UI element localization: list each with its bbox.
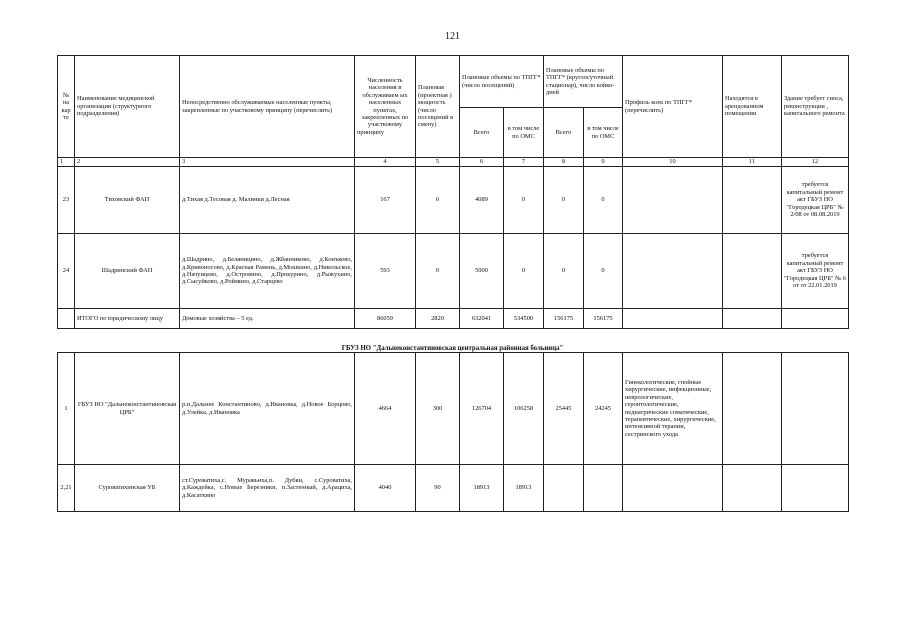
row-visits-total: 4089 [460, 167, 504, 234]
row-capacity: 2820 [416, 309, 460, 329]
column-number: 2 [75, 158, 180, 167]
row-points: ст.Суроватиха,с. Муравьиха,п. Дубки, с.Суроватиха, д.Каждейка, с.Новые Березники, п.Застенный, д.Арациха, д.Касаткино [180, 465, 355, 512]
row-visits-oms: 0 [504, 234, 544, 309]
row-capacity: 300 [416, 353, 460, 465]
column-number: 6 [460, 158, 504, 167]
row-org: Шадринский ФАП [75, 234, 180, 309]
row-org: ИТОГО по юридическому лицу [75, 309, 180, 329]
column-number: 10 [623, 158, 723, 167]
row-building: требуется капитальный ремонт акт ГБУЗ НО "Городецкая ЦРБ" № 6 от от 22.01.2019 [782, 234, 849, 309]
table-row [58, 167, 849, 234]
row-beds-total: 25445 [544, 353, 584, 465]
header-visits-total: Всего [460, 108, 504, 158]
row-points: д.Тихая д.Тесовая д. Малинки д.Лесная [180, 167, 355, 234]
column-number: 4 [355, 158, 416, 167]
header-beds-total: Всего [544, 108, 584, 158]
section-title: ГБУЗ НО "Дальнеконстантиновская центральная районная больница" [341, 345, 564, 352]
row-visits-oms: 0 [504, 167, 544, 234]
row-org: Сурoватихинская УБ [75, 465, 180, 512]
row-profile [623, 309, 723, 329]
header-visits-oms: в том числе по ОМС [504, 108, 544, 158]
header-points: Непосредственно обслуживаемые населенные пункты, закрепленные по участковому принципу (перечислить) [180, 56, 355, 158]
row-rented [723, 309, 782, 329]
row-num: 23 [58, 167, 75, 234]
row-rented [723, 167, 782, 234]
row-beds-oms: 0 [584, 234, 623, 309]
table-row [58, 353, 849, 465]
column-number: 5 [416, 158, 460, 167]
row-profile: Гинекологические, гнойные хирургические, инфекционные, неврологические, геронтологические, педиатрические соматические, терапевтические, хирургические, интенсивной терапии, сестринского ухода [623, 353, 723, 465]
column-number: 3 [180, 158, 355, 167]
column-number: 9 [584, 158, 623, 167]
row-visits-oms: 106258 [504, 353, 544, 465]
row-num [58, 309, 75, 329]
row-beds-oms: 0 [584, 167, 623, 234]
row-beds-total: 156175 [544, 309, 584, 329]
row-population: 86059 [355, 309, 416, 329]
row-visits-total: 632041 [460, 309, 504, 329]
row-population: 593 [355, 234, 416, 309]
column-number: 8 [544, 158, 584, 167]
header-profile: Профиль коек по ТПГГ* (перечислить) [623, 56, 723, 158]
header-population: Численность населения в обслуживаем ых населенных пунктах, закрепленных по участковому принципу [355, 56, 416, 158]
header-capacity: Плановая (проектная ) мощность (число посещений в смену) [416, 56, 460, 158]
row-num: 2,21 [58, 465, 75, 512]
row-capacity: 0 [416, 234, 460, 309]
row-rented [723, 234, 782, 309]
header-building: Здание требует сноса, реконструкции , капитального ремонта [782, 56, 849, 158]
row-points: Домовые хозяйства – 5 ед. [180, 309, 355, 329]
row-visits-total: 5000 [460, 234, 504, 309]
row-building [782, 309, 849, 329]
row-profile [623, 234, 723, 309]
bed-fund-table-section2 [57, 352, 849, 512]
row-beds-total: 0 [544, 234, 584, 309]
header-org: Наименование медицинской организации (структурного подразделения) [75, 56, 180, 158]
row-beds-oms: 156175 [584, 309, 623, 329]
row-building [782, 353, 849, 465]
row-num: 1 [58, 353, 75, 465]
row-profile [623, 465, 723, 512]
column-numbers-row [58, 158, 849, 167]
header-rented: Находятся в арендованном помещении [723, 56, 782, 158]
row-population: 4664 [355, 353, 416, 465]
total-row [58, 309, 849, 329]
header-visits-group: Плановые объемы по ТПГГ* (число посещений) [460, 56, 544, 108]
row-org: Тиховский ФАП [75, 167, 180, 234]
column-number: 12 [782, 158, 849, 167]
header-num: № на кар те [58, 56, 75, 158]
row-beds-total [544, 465, 584, 512]
row-building [782, 465, 849, 512]
row-beds-oms: 24245 [584, 353, 623, 465]
table-row [58, 465, 849, 512]
row-profile [623, 167, 723, 234]
row-visits-oms: 18913 [504, 465, 544, 512]
row-visits-total: 18913 [460, 465, 504, 512]
row-population: 4040 [355, 465, 416, 512]
row-rented [723, 465, 782, 512]
row-beds-oms [584, 465, 623, 512]
table-row [58, 234, 849, 309]
column-number: 1 [58, 158, 75, 167]
column-number: 11 [723, 158, 782, 167]
row-rented [723, 353, 782, 465]
column-number: 7 [504, 158, 544, 167]
row-visits-oms: 534500 [504, 309, 544, 329]
page-number: 121 [445, 31, 460, 42]
row-num: 24 [58, 234, 75, 309]
bed-fund-table [57, 55, 849, 329]
header-beds-group: Плановые объемы по ТПГГ* (круглосуточный стационар), число койко-дней [544, 56, 623, 108]
row-beds-total: 0 [544, 167, 584, 234]
row-capacity: 0 [416, 167, 460, 234]
row-points: д.Шадрино, д.Беляницино, д.Жбанниково, д.Конъково, д.Кривоносово, д.Красная Рамень, д.Мошкино, д.Никольское, д.Начуицево, д.Островино, д.Прокурино, д.Рыжухино, д.Сысуйково, д.Роймино, д.Старцево [180, 234, 355, 309]
row-visits-total: 126704 [460, 353, 504, 465]
row-org: ГБУЗ НО "Дальнеконстантиновская ЦРБ" [75, 353, 180, 465]
row-points: р.п.Дальнее Константиново, д.Ивановка, д.Новое Борцово, д.Улейка, д.Ивановка [180, 353, 355, 465]
row-capacity: 90 [416, 465, 460, 512]
row-building: требуется капитальный ремонт акт ГБУЗ НО "Городецкая ЦРБ" № 2/08 от 08.08.2019 [782, 167, 849, 234]
row-population: 167 [355, 167, 416, 234]
header-beds-oms: в том числе по ОМС [584, 108, 623, 158]
